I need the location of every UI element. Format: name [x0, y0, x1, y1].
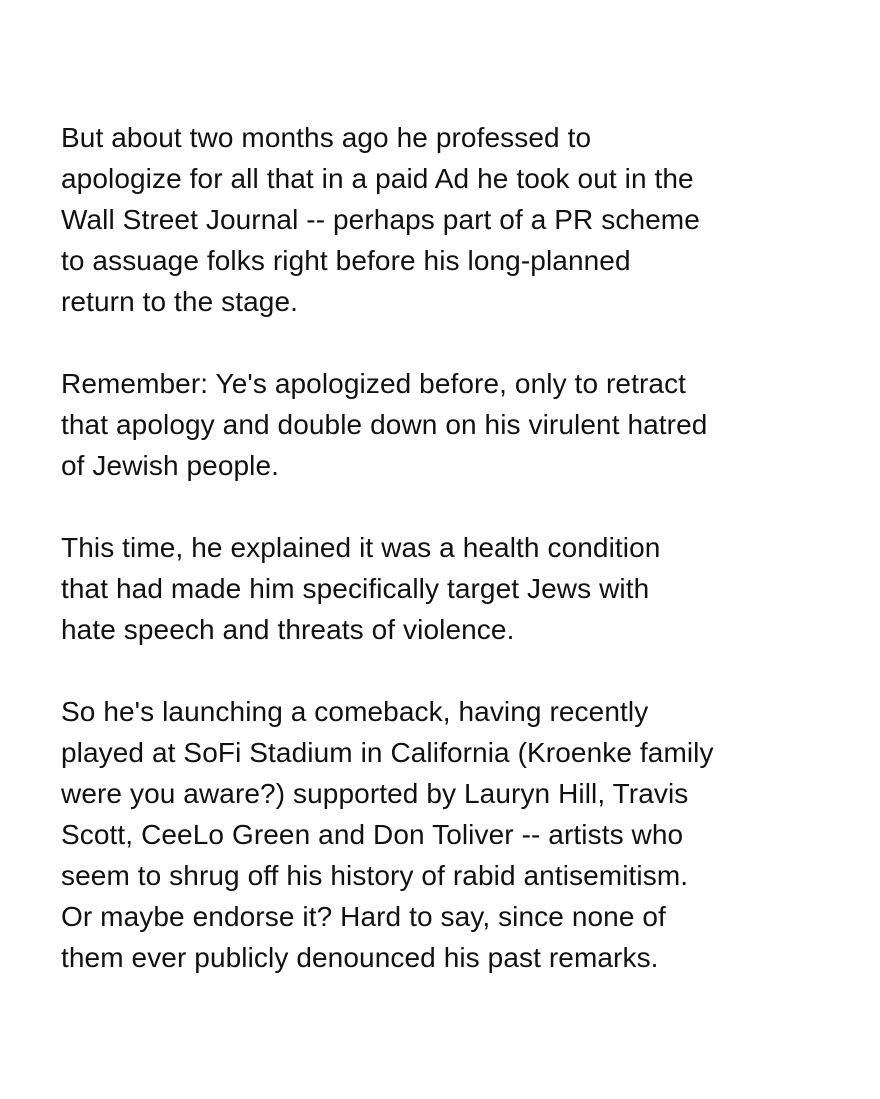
- text-line: Remember: Ye's apologized before, only to retract: [61, 368, 687, 399]
- text-line: Or maybe endorse it? Hard to say, since none of: [61, 901, 666, 932]
- text-line: were you aware?) supported by Lauryn Hill, Travis: [61, 778, 689, 809]
- paragraph-3: [61, 527, 851, 650]
- text-line: So he's launching a comeback, having recently: [61, 696, 649, 727]
- text-line: But about two months ago he professed to: [61, 122, 592, 153]
- text-line: apologize for all that in a paid Ad he took out in the: [61, 163, 694, 194]
- paragraph-4: [61, 691, 851, 978]
- text-line: return to the stage.: [61, 286, 299, 317]
- text-line: hate speech and threats of violence.: [61, 614, 515, 645]
- text-line: them ever publicly denounced his past remarks.: [61, 942, 659, 973]
- post-body-text: [61, 117, 851, 1019]
- text-line: that apology and double down on his virulent hatred: [61, 409, 708, 440]
- text-line: of Jewish people.: [61, 450, 280, 481]
- text-line: played at SoFi Stadium in California (Kroenke family: [61, 737, 714, 768]
- text-line: Wall Street Journal -- perhaps part of a PR scheme: [61, 204, 700, 235]
- text-line: Scott, CeeLo Green and Don Toliver -- artists who: [61, 819, 684, 850]
- paragraph-2: [61, 363, 851, 486]
- text-line: to assuage folks right before his long-planned: [61, 245, 631, 276]
- paragraph-1: [61, 117, 851, 322]
- text-line: seem to shrug off his history of rabid antisemitism.: [61, 860, 689, 891]
- text-line: that had made him specifically target Jews with: [61, 573, 650, 604]
- text-line: This time, he explained it was a health condition: [61, 532, 661, 563]
